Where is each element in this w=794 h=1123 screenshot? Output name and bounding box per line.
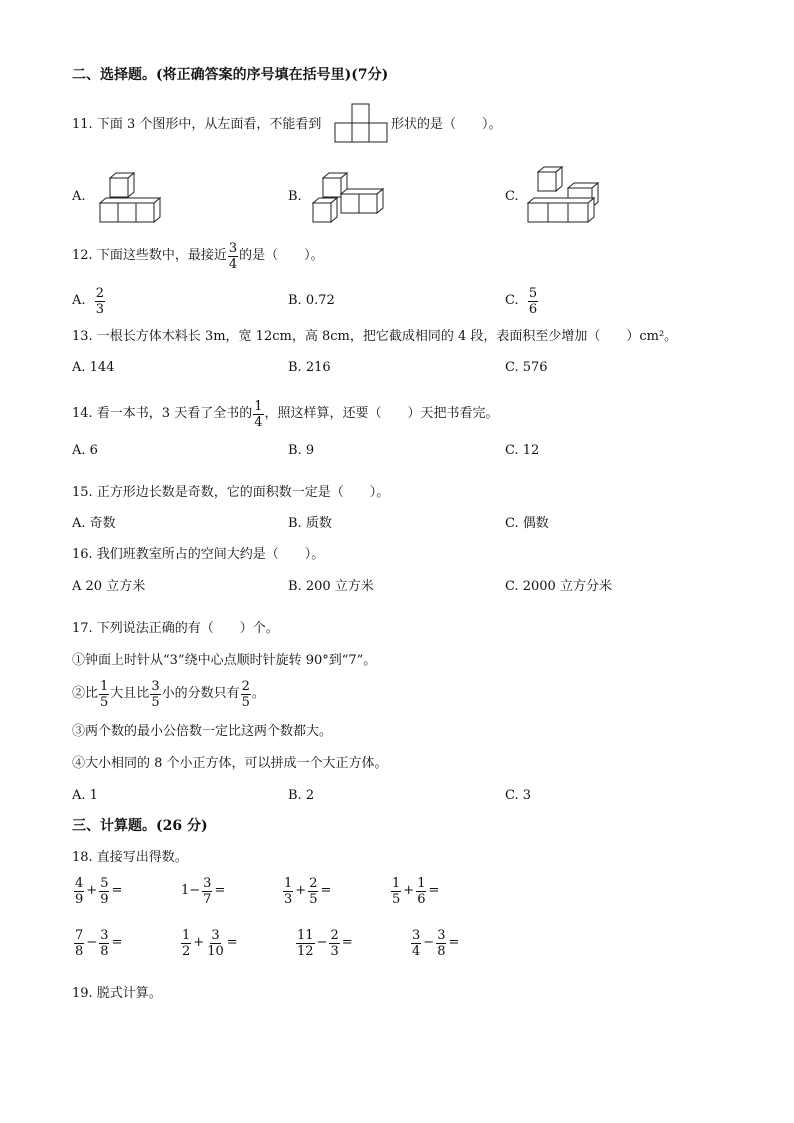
question-11-text-before: 下面 3 个图形中，从左面看，不能看到	[96, 117, 322, 132]
expression-7: $\frac{11}{12}$ − $\frac{2}{3}$ =	[297, 927, 353, 959]
option-b: B. 9	[288, 443, 315, 458]
expression-8: $\frac{3}{4}$ − $\frac{3}{8}$ =	[412, 927, 460, 959]
question-12	[72, 238, 324, 274]
question-number: 12.	[72, 248, 93, 263]
expression-4: $\frac{1}{5}$ + $\frac{1}{6}$ =	[392, 875, 440, 907]
option-b: B. 2	[288, 788, 315, 803]
question-18: 18. 直接写出得数。	[72, 850, 188, 865]
expression-1: $\frac{4}{9}$ + $\frac{5}{9}$ =	[75, 875, 123, 907]
option-b: B. 200 立方米	[288, 579, 374, 594]
cube-figure-c	[528, 166, 604, 224]
option-a: A. $\frac{2}{3}$	[72, 285, 105, 317]
expression-3: $\frac{1}{3}$ + $\frac{2}{5}$ =	[284, 875, 332, 907]
option-a: A 20 立方米	[72, 579, 146, 594]
expression-6: $\frac{1}{2}$ + $\frac{3}{10}$ =	[182, 927, 238, 959]
section-3-title: 三、计算题。(26 分)	[72, 818, 208, 834]
fraction: $\frac{1}{5}$	[100, 678, 109, 710]
question-14: 14. 看一本书，3 天看了全书的 $\frac{1}{4}$ ，照这样算，还要（ ）天把书看完。	[72, 398, 499, 430]
statement-3: ③两个数的最小公倍数一定比这两个数都大。	[72, 724, 333, 739]
statement-1: ①钟面上时针从“3”绕中心点顺时针旋转 90°到“7”。	[72, 653, 377, 668]
expression-5: $\frac{7}{8}$ − $\frac{3}{8}$ =	[75, 927, 123, 959]
cube-figure-a	[100, 172, 166, 224]
fraction: $\frac{3}{5}$	[151, 678, 160, 710]
question-11-text-after: 形状的是（ ）。	[391, 117, 502, 132]
target-shape-figure	[335, 104, 391, 144]
cube-figure-b	[313, 172, 389, 224]
option-a: A. 144	[72, 360, 115, 375]
option-b-label: B.	[288, 189, 302, 204]
question-16: 16. 我们班教室所占的空间大约是（ ）。	[72, 547, 325, 562]
fraction: $\frac{2}{5}$	[241, 678, 250, 710]
question-12-text-after: 的是（ ）。	[239, 248, 324, 263]
fraction: $\frac{3}{4}$	[228, 240, 238, 272]
question-19: 19. 脱式计算。	[72, 986, 162, 1001]
question-17: 17. 下列说法正确的有（ ）个。	[72, 621, 279, 636]
question-number: 11.	[72, 117, 93, 132]
fraction: $\frac{1}{4}$	[254, 398, 263, 430]
section-2-title: 二、选择题。(将正确答案的序号填在括号里)(7分)	[72, 67, 389, 83]
option-c: C. 2000 立方分米	[505, 579, 612, 594]
option-c: C. 12	[505, 443, 540, 458]
option-c: C. $\frac{5}{6}$	[505, 285, 538, 317]
option-c: C. 偶数	[505, 516, 549, 531]
option-b: B. 216	[288, 360, 331, 375]
option-c: C. 3	[505, 788, 532, 803]
option-a: A. 1	[72, 788, 98, 803]
option-b: B. 0.72	[288, 293, 335, 308]
question-15: 15. 正方形边长数是奇数，它的面积数一定是（ ）。	[72, 485, 390, 500]
option-a: A. 奇数	[72, 516, 116, 531]
statement-2: ②比 $\frac{1}{5}$ 大且比 $\frac{3}{5}$ 小的分数只有 $\frac{2}{5}$ 。	[72, 678, 265, 710]
question-11	[72, 116, 321, 134]
fraction: $\frac{5}{6}$	[528, 285, 538, 317]
statement-4: ④大小相同的 8 个小正方体，可以拼成一个大正方体。	[72, 756, 388, 771]
option-b: B. 质数	[288, 516, 332, 531]
option-a-label: A.	[72, 189, 86, 204]
fraction: $\frac{2}{3}$	[95, 285, 105, 317]
question-13: 13. 一根长方体木料长 3m，宽 12cm，高 8cm，把它截成相同的 4 段，表面积至少增加（ ）cm²。	[72, 329, 678, 344]
question-12-text-before: 下面这些数中，最接近	[96, 248, 227, 263]
option-c-label: C.	[505, 189, 519, 204]
expression-2: 1− $\frac{3}{7}$ =	[181, 875, 226, 907]
option-c: C. 576	[505, 360, 548, 375]
option-a: A. 6	[72, 443, 98, 458]
